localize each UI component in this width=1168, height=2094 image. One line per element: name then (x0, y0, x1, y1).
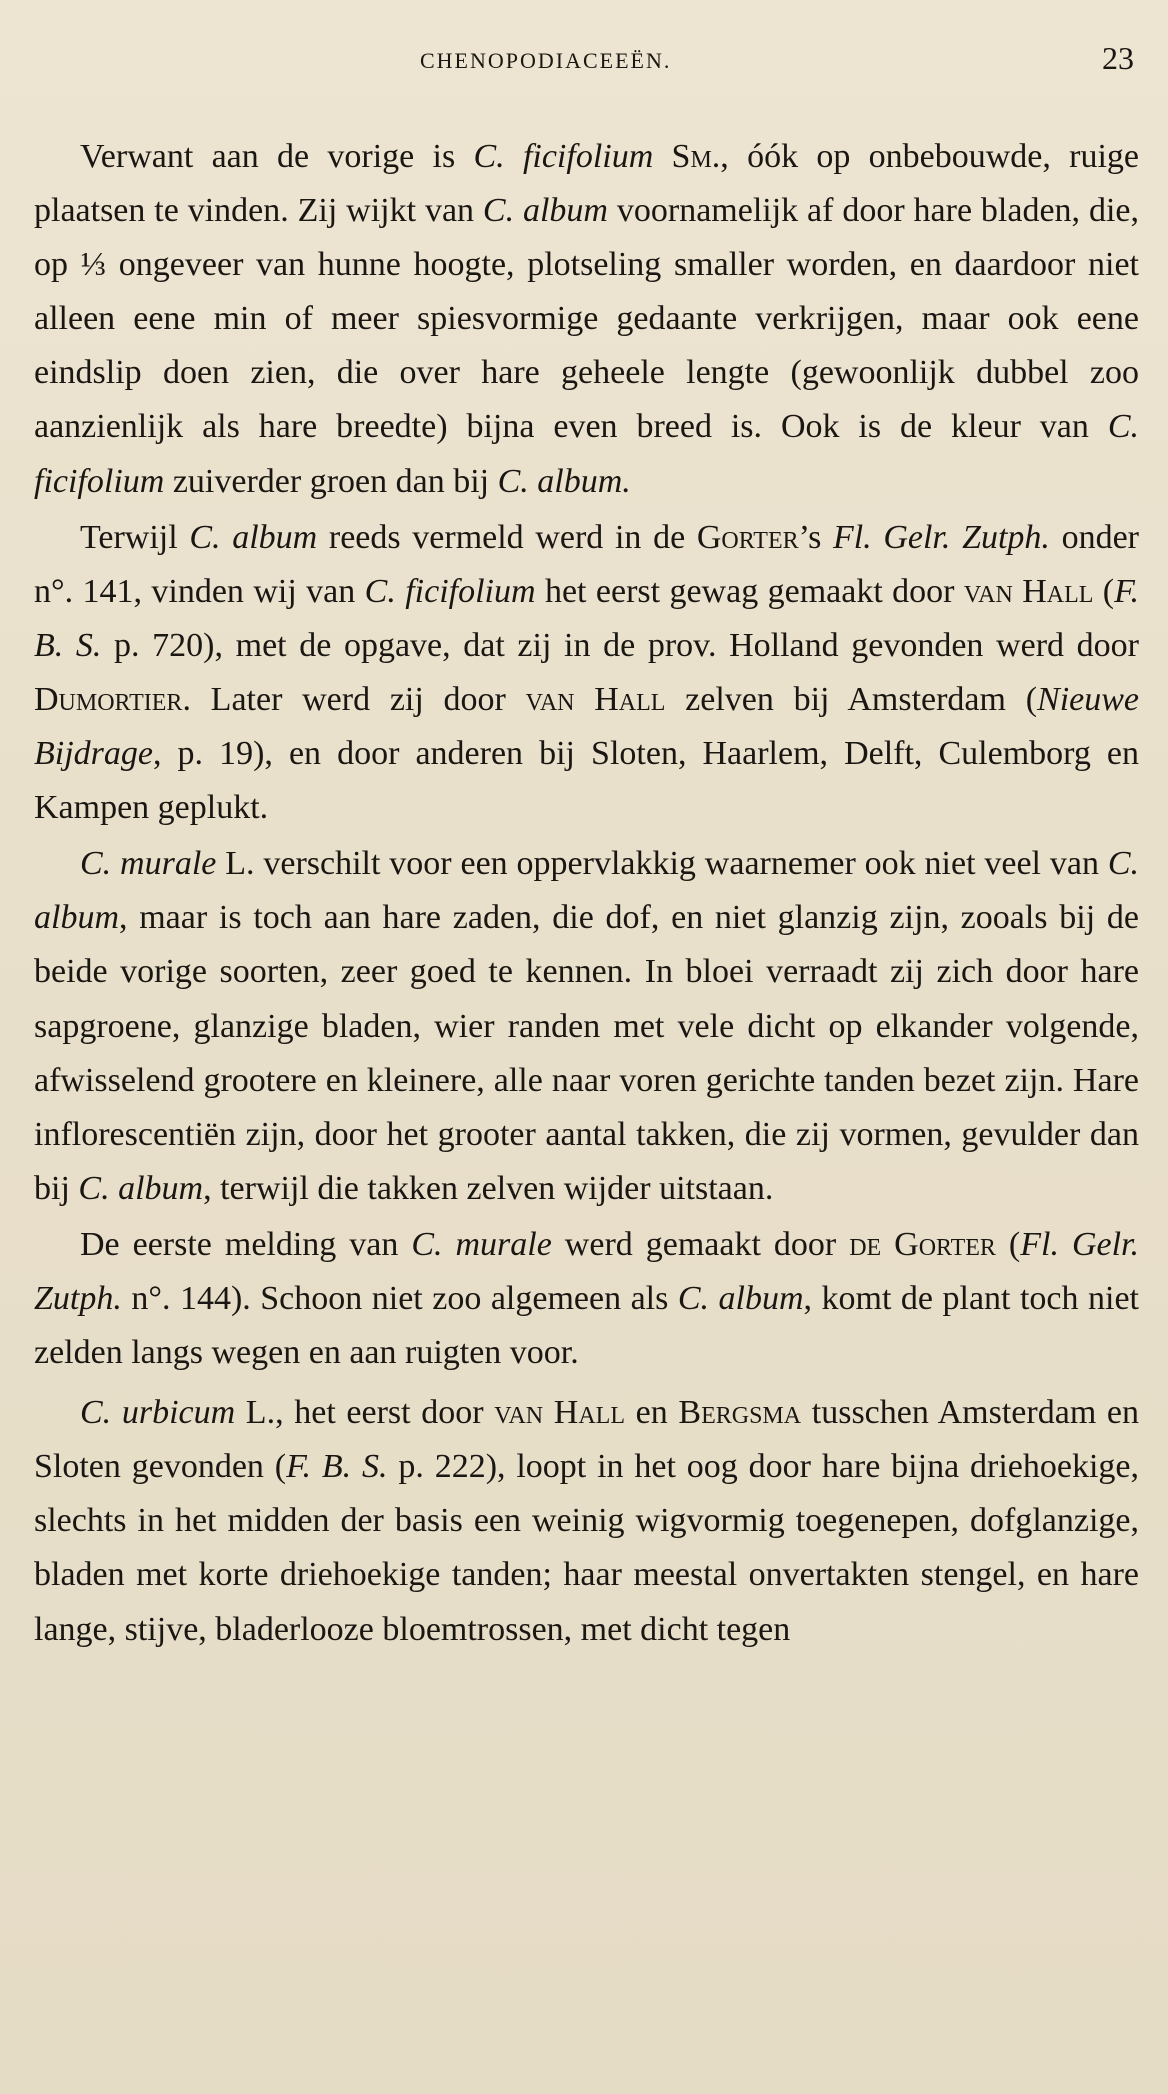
text-run: L., het eerst door (235, 1394, 495, 1432)
italic-run: Nieuwe Bijdrage (34, 680, 1139, 773)
italic-run: C. album (677, 1279, 804, 1317)
small-caps-run: Sm. (671, 138, 721, 175)
text-run: n°. 144). Schoon niet zoo algemeen als (121, 1279, 678, 1317)
text-run: onder n°. 141, vinden wij van (34, 518, 1139, 610)
italic-run: C. ficifolium (473, 138, 654, 175)
paragraph-ficifolium (34, 130, 1139, 509)
italic-run: Fl. Gelr. Zutph. (34, 1225, 1139, 1317)
text-run: , óók op onbebouwde, ruige plaatsen te vinden. Zij wijkt van (34, 138, 1139, 230)
text-run: het eerst gewag gemaakt door (535, 572, 964, 610)
body-text (34, 130, 1139, 1657)
italic-run: Fl. Gelr. Zutph. (832, 518, 1050, 556)
text-run: en (625, 1394, 679, 1432)
small-caps-run: Dumortier (34, 680, 183, 718)
italic-run: C. album (34, 845, 1140, 937)
italic-run: C. ficifolium (34, 408, 1139, 500)
text-run: werd gemaakt door (551, 1225, 850, 1263)
small-caps-run: van Hall (525, 680, 666, 718)
text-run (653, 138, 671, 175)
italic-run: C. murale (80, 845, 217, 883)
text-run: , p. 19), en door anderen bij Sloten, Haarlem, Delft, Culemborg en Kampen geplukt. (34, 735, 1139, 827)
italic-run: C. murale (411, 1225, 552, 1263)
paragraph-murale (34, 837, 1139, 1216)
italic-run: F. B. S. (286, 1448, 388, 1486)
text-run: Terwijl (80, 518, 190, 556)
text-run: reeds vermeld werd in de (317, 518, 697, 556)
text-run: De eerste melding van (80, 1225, 412, 1263)
italic-run: C. ficifolium (364, 572, 536, 610)
text-run: p. 222), loopt in het oog door hare bijna driehoekige, slechts in het midden der basis een weinig wigvormig toegenepen, dofglanzige, bladen met korte driehoekige tanden; haar meestal onvertakten stengel, en hare lange, stijve, bladerlooze bloemtrossen, met dicht tegen (34, 1448, 1140, 1648)
small-caps-run: Bergsma (678, 1394, 802, 1432)
text-run: , terwijl die takken zelven wijder uitstaan. (203, 1169, 774, 1207)
italic-run: F. B. S. (34, 572, 1140, 664)
italic-run: C. album (189, 518, 318, 556)
italic-run: C. album. (497, 462, 631, 500)
text-run: L. verschilt voor een oppervlakkig waarnemer ook niet veel van (216, 845, 1108, 883)
text-run: , maar is toch aan hare zaden, die dof, en niet glanzig zijn, zooals bij de beide vorige soorten, zeer goed te kennen. In bloei verraadt zij zich door hare sapgroene, glanzige bladen, wier randen met vele dicht op elkander volgende, afwisselend grootere en kleinere, alle naar voren gerichte tanden bezet zijn. Hare inflorescentiën zijn, door het grooter aantal takken, die zij vormen, gevulder dan bij (34, 899, 1139, 1207)
text-run: ( (995, 1225, 1021, 1263)
italic-run: C. album (482, 192, 608, 230)
page-number: 23 (1102, 40, 1134, 76)
text-run: tusschen Amsterdam en Sloten gevonden ( (34, 1394, 1140, 1486)
small-caps-run: van Hall (963, 572, 1094, 610)
italic-run: C. urbicum (80, 1394, 236, 1432)
text-run: , komt de plant toch niet zelden langs wegen en aan ruigten voor. (34, 1279, 1139, 1372)
text-run: p. 720), met de opgave, dat zij in de prov. Holland gevonden werd door (101, 626, 1139, 664)
text-run: ( (1093, 572, 1115, 610)
small-caps-run: de Gorter (849, 1225, 996, 1263)
paragraph-urbicum (34, 1386, 1139, 1656)
small-caps-run: Gorter (696, 518, 799, 556)
text-run: zelven bij Amsterdam ( (665, 680, 1038, 718)
text-run: zuiverder groen dan bij (164, 462, 498, 500)
running-head: CHENOPODIACEEËN. (420, 48, 672, 73)
paragraph-album-history (34, 511, 1139, 836)
paragraph-murale-history (34, 1218, 1139, 1380)
text-run: . Later werd zij door (182, 680, 526, 718)
text-run: voornamelijk af door hare bladen, die, op ⅓ ongeveer van hunne hoogte, plotseling smaller worden, en daardoor niet alleen eene min of meer spiesvormige gedaante verkrijgen, maar ook eene eindslip doen zien, die over hare geheele lengte (gewoonlijk dubbel zoo aanzienlijk als hare breedte) bijna even breed is. Ook is de kleur van (34, 192, 1139, 446)
italic-run: C. album (78, 1169, 204, 1207)
small-caps-run: van Hall (494, 1394, 625, 1432)
text-run: ’s (798, 518, 833, 556)
text-run: Verwant aan de vorige is (80, 138, 474, 175)
